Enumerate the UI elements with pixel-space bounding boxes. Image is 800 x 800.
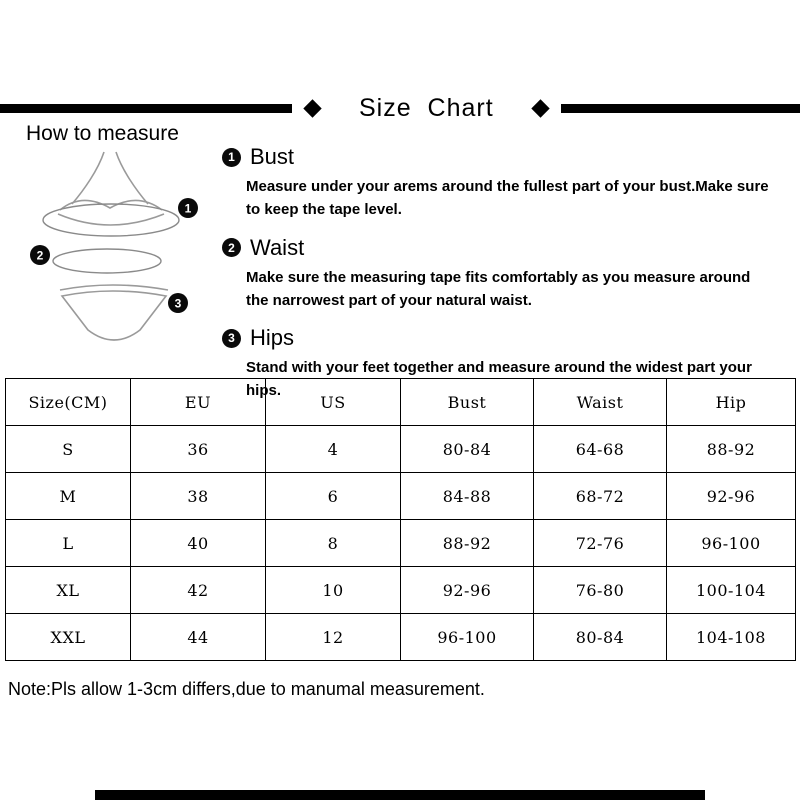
instruction-hips-title: Hips [250,325,295,350]
instruction-waist-heading [222,235,794,261]
cell-size: S [6,426,131,473]
strap-line [116,152,148,204]
instruction-hips-text: Stand with your feet together and measure around the widest part your hips. [246,359,752,400]
cell-eu: 40 [131,520,266,567]
cell-us: 8 [266,520,401,567]
cell-waist: 64-68 [534,426,667,473]
table-header-row [6,379,796,426]
rule-bar-left [0,104,292,113]
header-rule [0,93,800,122]
instructions-section [222,144,794,416]
diagram-badge-1 [178,198,198,218]
col-header-eu: EU [131,379,266,426]
col-header-bust: Bust [401,379,534,426]
cell-hip: 88-92 [667,426,796,473]
cell-eu: 42 [131,567,266,614]
badge-2-icon: 2 [222,238,241,257]
cell-us: 12 [266,614,401,661]
cell-hip: 104-108 [667,614,796,661]
bikini-bottom-waistband [60,285,168,290]
instruction-bust [222,144,794,222]
cell-hip: 96-100 [667,520,796,567]
cell-waist: 76-80 [534,567,667,614]
table-row [6,520,796,567]
bikini-bottom [62,291,166,340]
diagram-badge-3 [168,293,188,313]
bikini-top-band [58,214,164,225]
cell-us: 10 [266,567,401,614]
table-row [6,567,796,614]
cell-waist: 68-72 [534,473,667,520]
measurement-note: Note:Pls allow 1-3cm differs,due to manumal measurement. [8,679,485,699]
cell-waist: 80-84 [534,614,667,661]
cell-us: 4 [266,426,401,473]
instruction-waist-text: Make sure the measuring tape fits comfortably as you measure around the narrowest part of your natural waist. [246,268,751,309]
diagram-badge-2 [30,245,50,265]
cell-bust: 88-92 [401,520,534,567]
waist-tape-ellipse [53,249,161,273]
diamond-icon [303,99,321,117]
cell-bust: 96-100 [401,614,534,661]
diagram-badge-1-number: 1 [184,201,192,216]
instruction-waist-title: Waist [250,234,305,260]
cell-eu: 44 [131,614,266,661]
instruction-bust-heading [222,144,794,170]
rule-bar-right [561,104,800,113]
instruction-bust-text: Measure under your arems around the fullest part of your bust.Make sure to keep the tape level. [246,178,769,219]
col-header-size: Size(CM) [6,379,131,426]
bikini-top [60,200,162,210]
cell-eu: 36 [131,426,266,473]
cell-bust: 92-96 [401,567,534,614]
cell-hip: 100-104 [667,567,796,614]
table-row [6,473,796,520]
col-header-waist: Waist [534,379,667,426]
cell-size: M [6,473,131,520]
cell-hip: 92-96 [667,473,796,520]
strap-line [72,152,104,204]
bottom-bar [95,790,705,800]
cell-eu: 38 [131,473,266,520]
cell-size: XL [6,567,131,614]
diamond-icon [531,99,549,117]
table-row [6,426,796,473]
diagram-badge-2-number: 2 [36,248,44,263]
bust-tape-ellipse [43,204,179,236]
badge-1-icon: 1 [222,148,241,167]
cell-bust: 84-88 [401,473,534,520]
cell-us: 6 [266,473,401,520]
diagram-badge-3-number: 3 [174,296,182,311]
page-title: Size Chart [359,93,494,122]
how-to-measure-label: How to measure [26,122,179,145]
instruction-waist [222,235,794,313]
cell-waist: 72-76 [534,520,667,567]
instruction-bust-title: Bust [250,144,295,169]
table-row [6,614,796,661]
cell-size: L [6,520,131,567]
cell-bust: 80-84 [401,426,534,473]
badge-3-icon: 3 [222,329,241,348]
size-table [5,378,796,661]
instruction-hips-heading [222,325,794,351]
col-header-hip: Hip [667,379,796,426]
col-header-us: US [266,379,401,426]
measure-illustration [12,148,222,348]
cell-size: XXL [6,614,131,661]
